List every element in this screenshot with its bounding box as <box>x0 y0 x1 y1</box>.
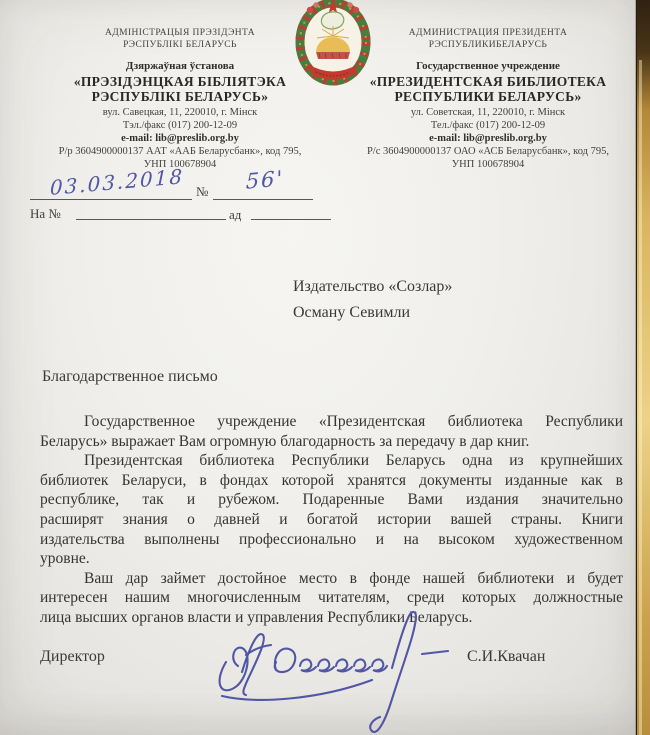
handwritten-number: 56' <box>245 166 285 194</box>
left-admin-line1: АДМІНІСТРАЦЫЯ ПРЭЗІДЭНТА <box>105 28 255 38</box>
director-signature-icon <box>196 610 476 734</box>
body-line: республике, так и рубежом. Подаренные Вами издания значительно <box>40 491 623 509</box>
addressee-organization: Издательство «Созлар» <box>293 278 453 295</box>
body-line: Государственное учреждение «Президентская библиотека Республики <box>84 413 623 430</box>
body-line: уровне. <box>40 550 90 568</box>
left-org-name-line1: «ПРЭЗІДЭНЦКАЯ БІБЛІЯТЭКА <box>73 73 287 89</box>
reply-from-label: ад <box>229 207 242 222</box>
letter-body <box>40 412 623 628</box>
body-line: расширят знания о давней и богатой истории вашей страны. Книги <box>40 510 623 528</box>
handwritten-date: 03.03.2018 <box>49 164 185 200</box>
right-admin-line2: РЭСПУБЛИКИБЕЛАРУСЬ <box>428 39 548 50</box>
letter-subject: Благодарственное письмо <box>42 368 218 385</box>
left-admin-line2: РЭСПУБЛІКІ БЕЛАРУСЬ <box>123 39 237 50</box>
right-bank: Р/с 3604900000137 ОАО «АСБ Беларусбанк», код 795, <box>366 145 610 157</box>
body-line: интересен нашим многочисленным читателям, среди которых должностные <box>40 589 623 607</box>
left-org-type: Дзяржаўная ўстанова <box>125 60 235 73</box>
letterhead-right <box>335 28 641 171</box>
left-phone: Тэл./факс (017) 200-12-09 <box>122 120 238 132</box>
body-line: лица высших органов власти и управления Республики Беларусь. <box>40 608 473 626</box>
reply-label: На № <box>30 206 61 221</box>
addressee-block <box>293 274 452 326</box>
addressee-person: Осману Севимли <box>293 304 411 321</box>
right-address: ул. Советская, 11, 220010, г. Мінск <box>410 107 566 119</box>
right-org-type: Государственное учреждение <box>416 60 560 73</box>
right-unp: УНП 100678904 <box>451 158 525 170</box>
date-underline <box>30 199 192 200</box>
body-line: библиотек Беларуси, в фондах которой хранятся документы изданные как в <box>40 471 623 489</box>
number-underline <box>213 199 313 200</box>
letterhead-left <box>30 28 330 171</box>
left-email: e-mail: lib@preslib.org.by <box>121 133 239 144</box>
right-org-name-line1: «ПРЕЗИДЕНТСКАЯ БИБЛИОТЕКА <box>369 73 607 89</box>
position-title: Директор <box>40 648 105 665</box>
body-line: Президентская библиотека Республики Беларусь одна из крупнейших <box>84 452 623 470</box>
right-org-name-line2: РЕСПУБЛИКИ БЕЛАРУСЬ» <box>394 89 582 105</box>
signer-name: С.И.Квачан <box>467 648 546 665</box>
body-line: Беларусь» выражает Вам огромную благодарность за передачу в дар книг. <box>40 432 530 450</box>
reply-date-underline <box>251 219 331 220</box>
number-label: № <box>196 184 209 199</box>
right-email: e-mail: lib@preslib.org.by <box>429 133 547 144</box>
left-address: вул. Савецкая, 11, 220010, г. Мінск <box>102 107 258 119</box>
left-bank: Р/р 3604900000137 ААТ «ААБ Беларусбанк», код 795, <box>58 145 302 157</box>
body-line: издательства выполнены профессионально и на высоком художественном <box>40 530 623 548</box>
right-phone: Тел./факс (017) 200-12-09 <box>430 120 546 132</box>
left-org-name-line2: РЭСПУБЛІКІ БЕЛАРУСЬ» <box>91 89 269 105</box>
body-line: Ваш дар займет достойное место в фонде нашей библиотеки и будет <box>84 569 623 587</box>
right-admin-line1: АДМИНИСТРАЦИЯ ПРЕЗИДЕНТА <box>408 28 568 38</box>
left-unp: УНП 100678904 <box>143 158 217 170</box>
reply-number-underline <box>76 219 226 220</box>
